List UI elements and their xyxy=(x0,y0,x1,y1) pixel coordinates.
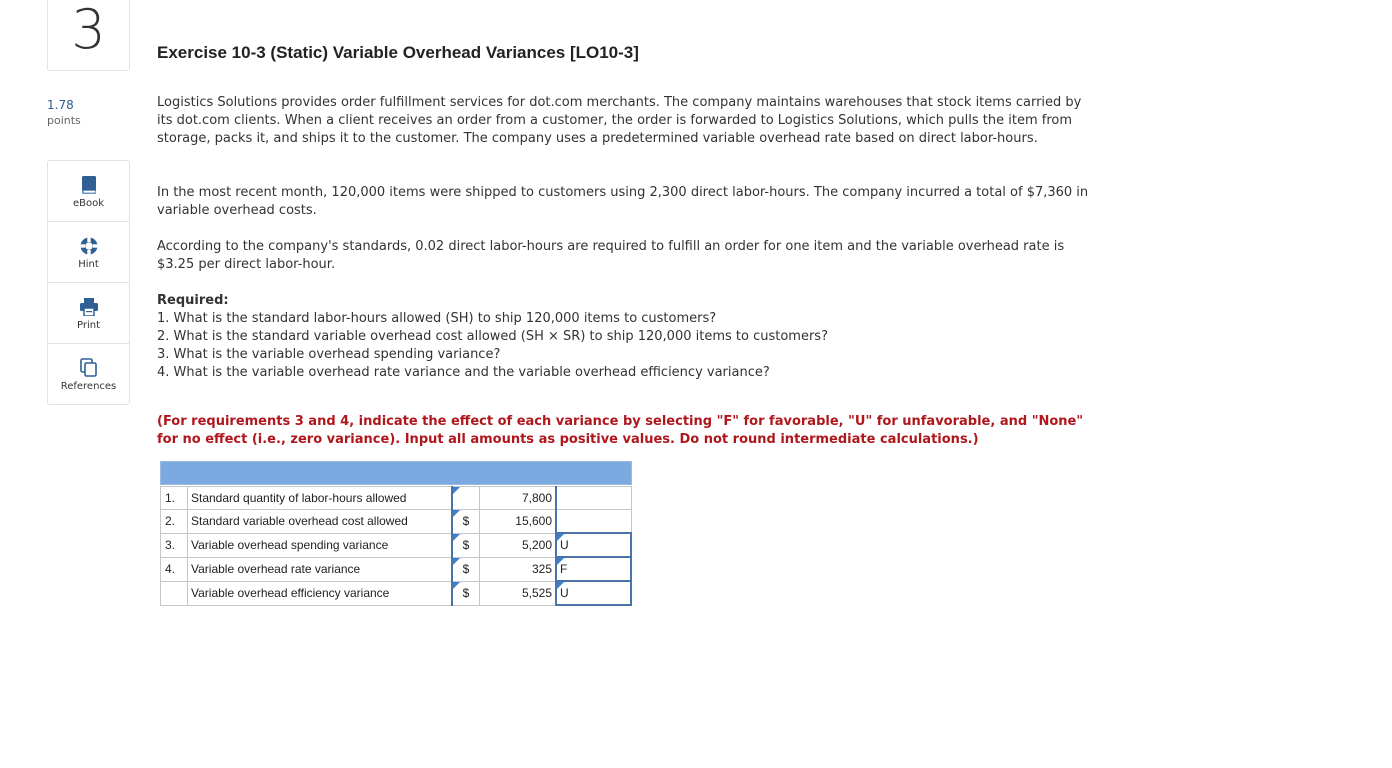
hint-button[interactable] xyxy=(48,222,129,283)
row-label: Standard quantity of labor-hours allowed xyxy=(188,487,453,510)
question-number-box xyxy=(47,0,130,71)
empty-cell xyxy=(556,510,631,534)
references-button[interactable] xyxy=(48,344,129,404)
requirements-block xyxy=(157,292,1097,382)
tool-panel xyxy=(47,160,130,405)
question-number: 3 xyxy=(71,0,106,61)
row-number: 4. xyxy=(161,557,188,581)
exercise-title: Exercise 10-3 (Static) Variable Overhead Variances [LO10-3] xyxy=(157,43,639,62)
flag-icon xyxy=(557,534,564,541)
row-number: 2. xyxy=(161,510,188,534)
flag-icon xyxy=(453,487,460,494)
book-icon xyxy=(80,174,98,196)
row-number xyxy=(161,581,188,605)
efficiency-variance-input[interactable]: 5,525 xyxy=(480,581,557,605)
rate-effect-select[interactable]: F xyxy=(556,557,631,581)
overhead-cost-input[interactable]: 15,600 xyxy=(480,510,557,534)
flag-icon xyxy=(453,558,460,565)
table-row xyxy=(161,510,632,534)
scenario-paragraph-1: Logistics Solutions provides order fulfillment services for dot.com merchants. The company maintains warehouses that stock items carried by its dot.com clients. When a client receives an order from a customer, the order is forwarded to Logistics Solutions, which pulls the item from storage, packs it, and ships it to the customer. The company uses a predetermined variable overhead rate based on direct labor-hours. xyxy=(157,95,1082,146)
scenario-paragraph-3: According to the company's standards, 0.02 direct labor-hours are required to fulfill an order for one item and the variable overhead rate is $3.25 per direct labor-hour. xyxy=(157,239,1065,272)
hint-label: Hint xyxy=(78,258,99,270)
row-label: Variable overhead efficiency variance xyxy=(188,581,453,605)
ebook-label: eBook xyxy=(72,197,105,209)
row-label: Variable overhead spending variance xyxy=(188,533,453,557)
print-label: Print xyxy=(76,319,100,331)
currency-cell: $ xyxy=(452,510,480,534)
header-cell xyxy=(161,462,632,485)
table-row xyxy=(161,557,632,581)
flag-icon xyxy=(453,510,460,517)
printer-icon xyxy=(79,296,99,318)
print-button[interactable] xyxy=(48,283,129,344)
row-number: 3. xyxy=(161,533,188,557)
flag-icon xyxy=(453,582,460,589)
labor-hours-input[interactable]: 7,800 xyxy=(480,487,557,510)
currency-cell xyxy=(452,487,480,510)
scenario-paragraph-2: In the most recent month, 120,000 items were shipped to customers using 2,300 direct labor-hours. The company incurred a total of $7,360 in variable overhead costs. xyxy=(157,185,1089,218)
empty-cell xyxy=(556,487,631,510)
row-label: Variable overhead rate variance xyxy=(188,557,453,581)
table-row xyxy=(161,581,632,605)
table-row xyxy=(161,487,632,510)
currency-cell: $ xyxy=(452,557,480,581)
instruction-note: (For requirements 3 and 4, indicate the effect of each variance by selecting "F" for favorable, "U" for unfavorable, and "None" for no effect (i.e., zero variance). Input all amounts as positive values. Do not round intermediate calculations.) xyxy=(157,414,1084,447)
spending-variance-input[interactable]: 5,200 xyxy=(480,533,557,557)
requirement-item: 2. What is the standard variable overhead cost allowed (SH × SR) to ship 120,000 items to customers? xyxy=(157,329,828,344)
references-label: References xyxy=(60,380,117,392)
points-label: points xyxy=(47,114,81,127)
requirement-item: 4. What is the variable overhead rate variance and the variable overhead efficiency variance? xyxy=(157,365,770,380)
answer-table xyxy=(160,461,632,606)
flag-icon xyxy=(557,582,564,589)
flag-icon xyxy=(453,534,460,541)
row-label: Standard variable overhead cost allowed xyxy=(188,510,453,534)
row-number: 1. xyxy=(161,487,188,510)
rate-variance-input[interactable]: 325 xyxy=(480,557,557,581)
table-row xyxy=(161,533,632,557)
efficiency-effect-select[interactable]: U xyxy=(556,581,631,605)
required-heading: Required: xyxy=(157,293,229,308)
copy-icon xyxy=(80,357,98,379)
ebook-button[interactable] xyxy=(48,161,129,222)
currency-cell: $ xyxy=(452,533,480,557)
requirement-item: 3. What is the variable overhead spending variance? xyxy=(157,347,501,362)
flag-icon xyxy=(557,558,564,565)
requirement-item: 1. What is the standard labor-hours allowed (SH) to ship 120,000 items to customers? xyxy=(157,311,717,326)
spending-effect-select[interactable]: U xyxy=(556,533,631,557)
points-display xyxy=(47,97,81,128)
points-value: 1.78 xyxy=(47,98,74,112)
question-content xyxy=(157,40,1097,447)
lifebuoy-icon xyxy=(79,235,99,257)
answer-table-header xyxy=(161,462,632,485)
currency-cell: $ xyxy=(452,581,480,605)
